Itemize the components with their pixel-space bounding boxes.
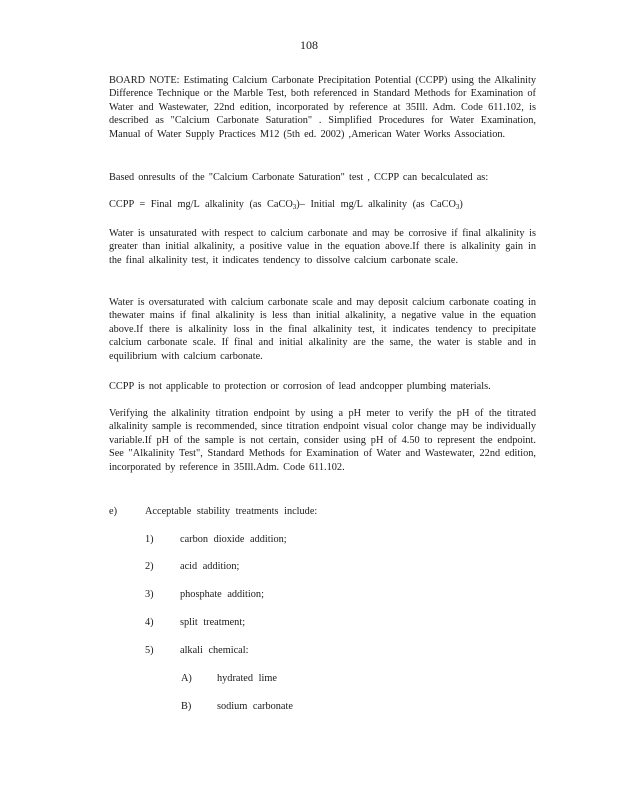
list-text: split treatment; (180, 617, 246, 628)
board-note-paragraph: BOARD NOTE: Estimating Calcium Carbonate Precipitation Potential (CCPP) using the Alkalinity Difference Technique or the Marble Test, both referenced in Standard Methods for Examination of Water and Wastewater, 22nd edition, incorporated by reference at 35Ill. Adm. Code 611.102, is described as "Calcium Carbonate Saturation" . Simplified Procedures for Water Examination, Manual of Water Supply Practices M12 (5th ed. 2002) ,American Water Works Association. (109, 75, 536, 140)
formula-part-1: CCPP = Final mg/L alkalinity (as CaCO (109, 199, 293, 210)
list-marker: 5) (145, 645, 154, 656)
ccpp-not-applicable-paragraph: CCPP is not applicable to protection or corrosion of lead andcopper plumbing materials. (109, 381, 491, 392)
list-marker: 2) (145, 561, 154, 572)
list-text: Acceptable stability treatments include: (145, 506, 318, 517)
list-marker: 3) (145, 589, 154, 600)
formula-subscript-1: 3 (292, 203, 297, 211)
list-marker: 4) (145, 617, 154, 628)
list-text: hydrated lime (217, 673, 277, 684)
list-text: alkali chemical: (180, 645, 249, 656)
list-text: phosphate addition; (180, 589, 264, 600)
oversaturated-paragraph: Water is oversaturated with calcium carbonate scale and may deposit calcium carbonate coating in thewater mains if final alkalinity is less than initial alkalinity, a negative value in the equation above.If there is alkalinity loss in the final alkalinity test, it indicates tendency to precipitate calcium carbonate scale. If final and initial alkalinity are the same, the water is stable and in equilibrium with calcium carbonate. (109, 297, 536, 362)
list-marker: B) (181, 701, 192, 712)
list-text: carbon dioxide addition; (180, 534, 287, 545)
formula-part-3: ) (459, 199, 463, 210)
list-text: acid addition; (180, 561, 240, 572)
verifying-paragraph: Verifying the alkalinity titration endpoint by using a pH meter to verify the pH of the titrated alkalinity sample is recommended, since titration endpoint visual color change may be individually variable.If pH of the sample is not certain, consider using pH of 4.50 to represent the endpoint. See "Alkalinity Test", Standard Methods for Examination of Water and Wastewater, 22nd edition, incorporated by reference in 35Ill.Adm. Code 611.102. (109, 408, 536, 473)
ccpp-formula (109, 199, 539, 211)
list-marker: e) (109, 506, 117, 517)
formula-subscript-2: 3 (455, 203, 460, 211)
page-number: 108 (300, 38, 318, 52)
list-text: sodium carbonate (217, 701, 293, 712)
unsaturated-paragraph: Water is unsaturated with respect to calcium carbonate and may be corrosive if final alkalinity is greater than initial alkalinity, a positive value in the equation above.If there is alkalinity gain in the final alkalinity test, it indicates tendency to dissolve calcium carbonate scale. (109, 228, 536, 266)
list-marker: 1) (145, 534, 154, 545)
list-marker: A) (181, 673, 192, 684)
based-on-paragraph: Based onresults of the "Calcium Carbonate Saturation" test , CCPP can becalculated as: (109, 172, 489, 183)
formula-part-2: )– Initial mg/L alkalinity (as CaCO (296, 199, 456, 210)
